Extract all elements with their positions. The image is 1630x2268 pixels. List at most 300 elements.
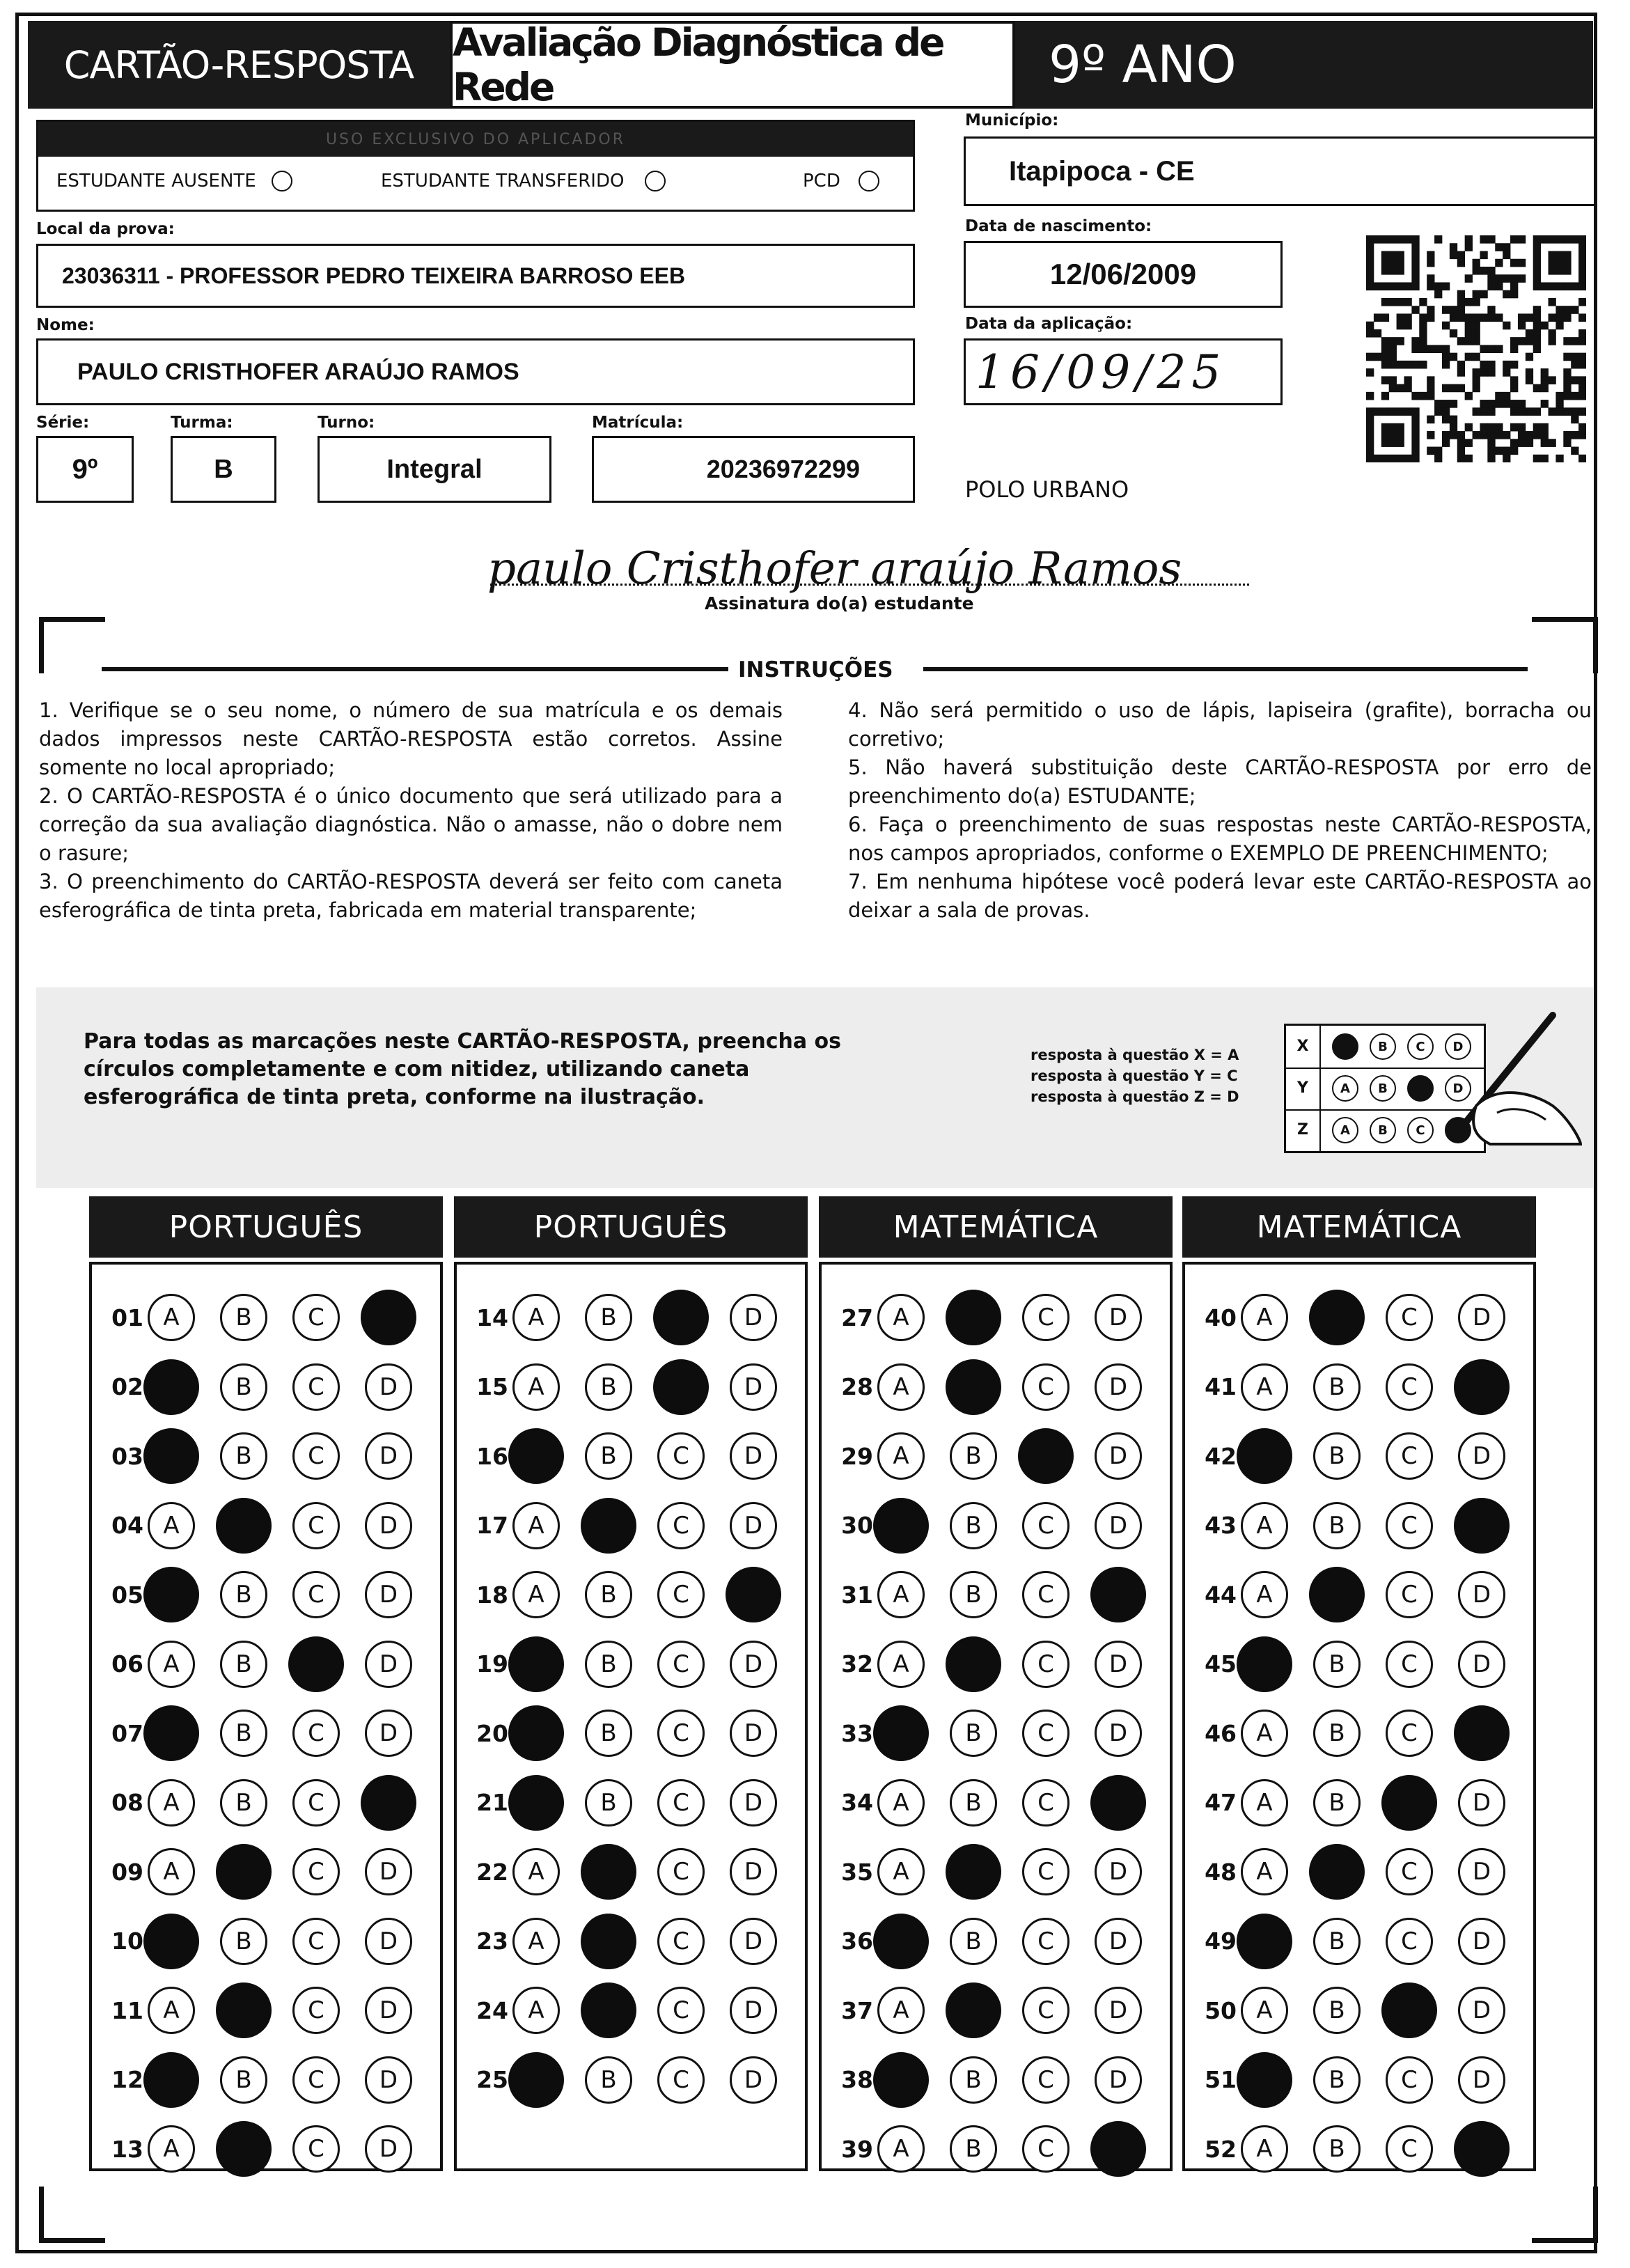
answer-bubble-d[interactable]: D — [730, 1779, 777, 1827]
instruction-5: 5. Não haverá substituição deste CARTÃO-RESPOSTA por erro de preenchimento do(a) ESTUDANTE; — [848, 756, 1592, 808]
answer-bubble-c[interactable]: C — [657, 1502, 705, 1549]
answer-bubble-d[interactable]: D — [1095, 1918, 1142, 1965]
answer-bubble-a[interactable]: A — [148, 1641, 195, 1688]
answer-bubble-c[interactable]: C — [1386, 1918, 1433, 1965]
answer-bubble-d[interactable]: D — [365, 1363, 412, 1411]
answer-bubble-d[interactable]: D — [1458, 1432, 1505, 1480]
answer-bubble-b[interactable]: B — [1313, 1987, 1361, 2034]
answer-bubble-d[interactable]: D — [1095, 1363, 1142, 1411]
question-number: 06 — [111, 1650, 143, 1677]
question-number: 49 — [1205, 1927, 1237, 1955]
answer-bubble-c[interactable]: C — [292, 1918, 340, 1965]
answer-bubble-c[interactable]: C — [292, 1294, 340, 1341]
transferred-circle[interactable] — [645, 171, 666, 191]
answer-bubble-c[interactable] — [1381, 1775, 1437, 1831]
answer-bubble-c[interactable]: C — [1386, 1571, 1433, 1618]
qr-module — [1366, 243, 1374, 251]
answer-bubble-b[interactable] — [1309, 1844, 1365, 1900]
answer-bubble-d[interactable]: D — [730, 1641, 777, 1688]
qr-module — [1555, 392, 1563, 400]
answer-bubble-b[interactable]: B — [585, 1571, 632, 1618]
qr-module — [1411, 447, 1419, 455]
answer-bubble-c[interactable]: C — [1386, 1848, 1433, 1895]
answer-bubble-c[interactable]: C — [1022, 2056, 1069, 2104]
answer-bubble-a[interactable]: A — [512, 1294, 560, 1341]
qr-module — [1450, 416, 1457, 424]
answer-bubble-b[interactable]: B — [1313, 1918, 1361, 1965]
question-row — [830, 1428, 1167, 1484]
question-row — [830, 1844, 1167, 1900]
answer-bubble-d[interactable]: D — [730, 1848, 777, 1895]
answer-bubble-a[interactable]: A — [148, 1779, 195, 1827]
answer-bubble-b[interactable]: B — [950, 1710, 997, 1757]
pcd-circle[interactable] — [859, 171, 879, 191]
answer-bubble-d[interactable] — [1454, 1705, 1510, 1761]
answer-bubble-d[interactable] — [1454, 1498, 1510, 1554]
answer-bubble-a[interactable]: A — [512, 1502, 560, 1549]
qr-module — [1473, 368, 1480, 377]
answer-bubble-c[interactable]: C — [657, 1918, 705, 1965]
matricula-value: 20236972299 — [706, 455, 860, 483]
answer-bubble-b[interactable] — [581, 1844, 636, 1900]
answer-bubble-a[interactable] — [143, 1705, 199, 1761]
answer-bubble-c[interactable]: C — [1386, 2125, 1433, 2173]
answer-bubble-c[interactable] — [653, 1290, 709, 1345]
answer-bubble-c[interactable]: C — [1022, 1571, 1069, 1618]
qr-module — [1578, 298, 1586, 306]
answer-bubble-c[interactable]: C — [292, 1571, 340, 1618]
qr-module — [1533, 306, 1541, 314]
answer-bubble-a[interactable] — [873, 1705, 929, 1761]
answer-bubble-d[interactable]: D — [730, 1294, 777, 1341]
qr-module — [1442, 416, 1450, 424]
answer-bubble-d[interactable]: D — [1458, 1779, 1505, 1827]
qr-module — [1434, 447, 1442, 455]
qr-module — [1473, 329, 1480, 338]
answer-bubble-b[interactable]: B — [220, 1294, 267, 1341]
question-row — [830, 1914, 1167, 1969]
answer-bubble-a[interactable] — [508, 1428, 564, 1484]
qr-module — [1442, 439, 1450, 447]
qr-module — [1480, 368, 1487, 377]
answer-bubble-a[interactable] — [508, 1705, 564, 1761]
answer-bubble-c[interactable]: C — [1022, 2125, 1069, 2173]
qr-module — [1381, 345, 1389, 353]
answer-bubble-c[interactable]: C — [657, 2056, 705, 2104]
qr-module — [1487, 439, 1495, 447]
qr-module — [1578, 455, 1586, 462]
answer-bubble-a[interactable] — [143, 1359, 199, 1415]
answer-bubble-c[interactable] — [1018, 1428, 1074, 1484]
answer-bubble-d[interactable]: D — [365, 1502, 412, 1549]
qr-module — [1533, 282, 1541, 290]
qr-module — [1571, 416, 1578, 424]
answer-bubble-c[interactable]: C — [1022, 1918, 1069, 1965]
answer-bubble-d[interactable]: D — [365, 1571, 412, 1618]
question-number: 18 — [476, 1581, 508, 1609]
answer-bubble-c[interactable]: C — [1386, 1502, 1433, 1549]
qr-module — [1397, 282, 1404, 290]
answer-bubble-d[interactable] — [726, 1567, 781, 1622]
answer-bubble-a[interactable] — [508, 2052, 564, 2108]
answer-bubble-b[interactable] — [216, 2121, 272, 2177]
answer-bubble-b[interactable]: B — [1313, 2125, 1361, 2173]
qr-module — [1366, 329, 1374, 338]
answer-bubble-b[interactable]: B — [950, 2125, 997, 2173]
answer-bubble-c[interactable]: C — [1022, 1987, 1069, 2034]
qr-module — [1473, 298, 1480, 306]
qr-module — [1533, 407, 1541, 416]
answer-bubble-b[interactable]: B — [1313, 1641, 1361, 1688]
qr-module — [1366, 267, 1374, 275]
answer-bubble-a[interactable]: A — [1241, 1987, 1288, 2034]
answer-bubble-d[interactable]: D — [1095, 1641, 1142, 1688]
answer-bubble-a[interactable]: A — [877, 1779, 925, 1827]
answer-bubble-a[interactable]: A — [877, 1848, 925, 1895]
answer-bubble-b[interactable]: B — [950, 1432, 997, 1480]
answer-bubble-b[interactable] — [581, 1982, 636, 2038]
answer-bubble-c[interactable]: C — [1386, 1363, 1433, 1411]
answer-bubble-c[interactable]: C — [1386, 1432, 1433, 1480]
corner-mark-bottom-right — [1532, 2187, 1598, 2243]
answer-bubble-b[interactable]: B — [220, 1363, 267, 1411]
answer-bubble-c[interactable]: C — [1386, 2056, 1433, 2104]
qr-module — [1465, 337, 1473, 345]
qr-module — [1397, 361, 1404, 369]
answer-bubble-d[interactable]: D — [1458, 1848, 1505, 1895]
answer-bubble-b[interactable]: B — [220, 1918, 267, 1965]
answer-bubble-d[interactable]: D — [1458, 1641, 1505, 1688]
answer-bubble-b[interactable]: B — [585, 2056, 632, 2104]
answer-bubble-c[interactable]: C — [292, 1432, 340, 1480]
answer-bubble-b[interactable]: B — [585, 1432, 632, 1480]
instructions-rule-left — [102, 667, 728, 671]
answer-bubble-a[interactable]: A — [148, 1987, 195, 2034]
answer-bubble-c[interactable]: C — [657, 1641, 705, 1688]
answer-bubble-c[interactable]: C — [292, 1848, 340, 1895]
answer-bubble-c[interactable]: C — [292, 2056, 340, 2104]
answer-bubble-d[interactable] — [1454, 1359, 1510, 1415]
answer-bubble-a[interactable] — [143, 2052, 199, 2108]
answer-bubble-d[interactable]: D — [1095, 1294, 1142, 1341]
answer-bubble-b[interactable]: B — [1313, 2056, 1361, 2104]
answer-bubble-b[interactable]: B — [950, 1571, 997, 1618]
answer-bubble-d[interactable]: D — [1458, 1918, 1505, 1965]
answer-bubble-c[interactable]: C — [1022, 1502, 1069, 1549]
answer-bubble-c[interactable]: C — [657, 1571, 705, 1618]
answer-bubble-c[interactable] — [653, 1359, 709, 1415]
qr-module — [1389, 298, 1397, 306]
qr-module — [1457, 447, 1465, 455]
answer-bubble-b[interactable]: B — [220, 1641, 267, 1688]
answer-bubble-d[interactable] — [1090, 1567, 1146, 1622]
answer-bubble-a[interactable]: A — [512, 1848, 560, 1895]
answer-bubble-b[interactable] — [946, 1844, 1001, 1900]
answer-bubble-b[interactable] — [581, 1914, 636, 1969]
answer-bubble-c[interactable]: C — [292, 1779, 340, 1827]
answer-bubble-d[interactable] — [1454, 2121, 1510, 2177]
answer-bubble-c[interactable]: C — [657, 1432, 705, 1480]
absent-option[interactable] — [56, 171, 292, 191]
qr-module — [1427, 282, 1434, 290]
answer-bubble-c[interactable]: C — [292, 1363, 340, 1411]
answer-bubble-d[interactable]: D — [1458, 1571, 1505, 1618]
answer-bubble-a[interactable]: A — [877, 1571, 925, 1618]
answer-bubble-a[interactable]: A — [1241, 2125, 1288, 2173]
answer-bubble-d[interactable] — [361, 1775, 416, 1831]
qr-module — [1510, 400, 1518, 408]
answer-bubble-a[interactable]: A — [877, 2125, 925, 2173]
answer-bubble-d[interactable]: D — [365, 1987, 412, 2034]
answer-bubble-d[interactable]: D — [1095, 1710, 1142, 1757]
answer-bubble-c[interactable]: C — [657, 1779, 705, 1827]
qr-module — [1442, 306, 1450, 314]
answer-bubble-d[interactable]: D — [365, 1848, 412, 1895]
example-legend-z: resposta à questão Z = D — [1030, 1088, 1239, 1105]
answer-bubble-c[interactable]: C — [292, 1710, 340, 1757]
answer-bubble-b[interactable]: B — [950, 1779, 997, 1827]
answer-bubble-b[interactable]: B — [220, 1710, 267, 1757]
birth-value: 12/06/2009 — [1049, 258, 1197, 290]
qr-module — [1411, 392, 1419, 400]
answer-bubble-a[interactable] — [508, 1636, 564, 1692]
transferred-option[interactable] — [381, 171, 666, 191]
qr-module — [1450, 431, 1457, 439]
answer-bubble-a[interactable]: A — [148, 1502, 195, 1549]
qr-module — [1473, 259, 1480, 267]
qr-module — [1473, 353, 1480, 361]
qr-module — [1427, 431, 1434, 439]
answer-bubble-b[interactable] — [1309, 1567, 1365, 1622]
question-number: 11 — [111, 1996, 143, 2024]
answer-bubble-c[interactable] — [288, 1636, 344, 1692]
qr-module — [1533, 423, 1541, 432]
answer-bubble-a[interactable]: A — [512, 1987, 560, 2034]
answer-bubble-d[interactable]: D — [1095, 1432, 1142, 1480]
answer-bubble-c[interactable]: C — [1386, 1294, 1433, 1341]
answer-bubble-a[interactable]: A — [877, 1294, 925, 1341]
answer-bubble-d[interactable]: D — [1095, 1987, 1142, 2034]
answer-bubble-c[interactable]: C — [292, 1987, 340, 2034]
answer-bubble-d[interactable]: D — [1095, 1848, 1142, 1895]
answer-bubble-a[interactable]: A — [148, 2125, 195, 2173]
answer-bubble-b[interactable]: B — [585, 1363, 632, 1411]
answer-bubble-c[interactable]: C — [657, 1710, 705, 1757]
answer-bubble-d[interactable]: D — [1458, 2056, 1505, 2104]
answer-bubble-b[interactable]: B — [585, 1710, 632, 1757]
answer-bubble-a[interactable] — [1237, 2052, 1292, 2108]
answer-bubble-b[interactable] — [1309, 1290, 1365, 1345]
answer-bubble-a[interactable]: A — [1241, 1294, 1288, 1341]
qr-module — [1563, 282, 1571, 290]
answer-bubble-a[interactable]: A — [1241, 1848, 1288, 1895]
answer-bubble-b[interactable]: B — [1313, 1363, 1361, 1411]
answer-bubble-a[interactable]: A — [1241, 1779, 1288, 1827]
answer-bubble-d[interactable] — [1090, 2121, 1146, 2177]
answer-bubble-b[interactable]: B — [1313, 1779, 1361, 1827]
column-header-1: PORTUGUÊS — [89, 1196, 443, 1258]
qr-module — [1389, 431, 1397, 439]
answer-bubble-d[interactable]: D — [730, 1987, 777, 2034]
answer-bubble-a[interactable]: A — [148, 1848, 195, 1895]
answer-bubble-d[interactable]: D — [730, 1363, 777, 1411]
answer-bubble-a[interactable]: A — [512, 1363, 560, 1411]
answer-bubble-a[interactable] — [873, 1498, 929, 1554]
answer-bubble-c[interactable]: C — [1386, 1641, 1433, 1688]
answer-bubble-b[interactable] — [581, 1498, 636, 1554]
instruction-6: 6. Faça o preenchimento de suas respostas neste CARTÃO-RESPOSTA, nos campos apropriados, conforme o EXEMPLO DE PREENCHIMENTO; — [848, 813, 1592, 865]
answer-bubble-b[interactable]: B — [585, 1779, 632, 1827]
answer-bubble-a[interactable] — [143, 1567, 199, 1622]
answer-bubble-d[interactable]: D — [365, 2056, 412, 2104]
answer-bubble-c[interactable]: C — [657, 1848, 705, 1895]
answer-bubble-b[interactable]: B — [1313, 1502, 1361, 1549]
qr-module — [1473, 407, 1480, 416]
answer-bubble-d[interactable]: D — [730, 1432, 777, 1480]
answer-bubble-a[interactable] — [1237, 1914, 1292, 1969]
answer-bubble-c[interactable]: C — [292, 2125, 340, 2173]
qr-module — [1495, 259, 1503, 267]
qr-module — [1450, 243, 1457, 251]
answer-bubble-b[interactable]: B — [950, 2056, 997, 2104]
answer-bubble-b[interactable] — [216, 1844, 272, 1900]
qr-module — [1563, 259, 1571, 267]
qr-module — [1487, 267, 1495, 275]
qr-module — [1457, 251, 1465, 259]
answer-bubble-c[interactable]: C — [1022, 1363, 1069, 1411]
answer-bubble-a[interactable] — [873, 2052, 929, 2108]
qr-module — [1389, 259, 1397, 267]
answer-bubble-b[interactable]: B — [585, 1641, 632, 1688]
answer-bubble-d[interactable]: D — [365, 1432, 412, 1480]
pcd-option[interactable] — [803, 171, 879, 191]
answer-bubble-d[interactable]: D — [1458, 1294, 1505, 1341]
absent-circle[interactable] — [272, 171, 292, 191]
answer-bubble-b[interactable]: B — [220, 1571, 267, 1618]
qr-module — [1487, 400, 1495, 408]
answer-bubble-a[interactable] — [143, 1428, 199, 1484]
question-number: 14 — [476, 1304, 508, 1331]
example-question-label: Y — [1286, 1067, 1321, 1109]
answer-bubble-b[interactable]: B — [950, 1502, 997, 1549]
qr-module — [1397, 455, 1404, 462]
answer-bubble-a[interactable] — [508, 1775, 564, 1831]
answer-bubble-b[interactable] — [216, 1982, 272, 2038]
answer-bubble-d[interactable]: D — [730, 2056, 777, 2104]
answer-bubble-d[interactable]: D — [1095, 2056, 1142, 2104]
answer-bubble-b[interactable] — [946, 1636, 1001, 1692]
answer-bubble-d[interactable]: D — [1095, 1502, 1142, 1549]
answer-bubble-d[interactable]: D — [365, 1710, 412, 1757]
answer-bubble-a[interactable]: A — [512, 1571, 560, 1618]
qr-module — [1555, 259, 1563, 267]
qr-module — [1419, 298, 1427, 306]
answer-bubble-a[interactable]: A — [512, 1918, 560, 1965]
answer-bubble-a[interactable]: A — [877, 1987, 925, 2034]
answer-bubble-d[interactable]: D — [730, 1710, 777, 1757]
answer-bubble-b[interactable]: B — [1313, 1432, 1361, 1480]
answer-bubble-a[interactable] — [143, 1914, 199, 1969]
answer-bubble-a[interactable]: A — [1241, 1710, 1288, 1757]
answer-bubble-a[interactable]: A — [877, 1432, 925, 1480]
qr-module — [1389, 251, 1397, 259]
answer-bubble-d[interactable]: D — [1458, 1987, 1505, 2034]
answer-bubble-c[interactable]: C — [1022, 1848, 1069, 1895]
qr-module — [1495, 447, 1503, 455]
answer-bubble-a[interactable]: A — [1241, 1363, 1288, 1411]
answer-bubble-c[interactable]: C — [1022, 1779, 1069, 1827]
qr-module — [1533, 313, 1541, 322]
question-number: 17 — [476, 1512, 508, 1539]
qr-module — [1526, 376, 1533, 384]
answer-bubble-a[interactable]: A — [877, 1363, 925, 1411]
qr-module — [1366, 416, 1374, 424]
answer-bubble-b[interactable]: B — [220, 1432, 267, 1480]
answer-bubble-c[interactable]: C — [1386, 1710, 1433, 1757]
answer-bubble-d[interactable]: D — [365, 1641, 412, 1688]
answer-bubble-d[interactable]: D — [365, 1918, 412, 1965]
answer-bubble-c[interactable]: C — [1022, 1641, 1069, 1688]
question-number: 39 — [841, 2135, 873, 2163]
answer-bubble-a[interactable]: A — [1241, 1571, 1288, 1618]
answer-bubble-a[interactable] — [873, 1914, 929, 1969]
answer-bubble-b[interactable]: B — [950, 1918, 997, 1965]
example-legend-x: resposta à questão X = A — [1030, 1047, 1239, 1063]
answer-bubble-d[interactable] — [1090, 1775, 1146, 1831]
answer-bubble-d[interactable]: D — [730, 1918, 777, 1965]
answer-bubble-b[interactable] — [946, 1982, 1001, 2038]
example-bubble-b: B — [1370, 1033, 1396, 1060]
qr-module — [1434, 345, 1442, 353]
answer-bubble-a[interactable] — [1237, 1428, 1292, 1484]
qr-module — [1549, 329, 1556, 338]
answer-bubble-a[interactable] — [1237, 1636, 1292, 1692]
question-row — [1193, 1982, 1530, 2038]
qr-module — [1404, 313, 1411, 322]
answer-bubble-d[interactable]: D — [365, 2125, 412, 2173]
answer-bubble-a[interactable]: A — [1241, 1502, 1288, 1549]
qr-module — [1549, 298, 1556, 306]
answer-bubble-b[interactable]: B — [585, 1294, 632, 1341]
answer-bubble-b[interactable]: B — [1313, 1710, 1361, 1757]
answer-bubble-b[interactable] — [216, 1498, 272, 1554]
qr-module — [1381, 251, 1389, 259]
answer-bubble-b[interactable] — [946, 1290, 1001, 1345]
answer-bubble-b[interactable]: B — [220, 2056, 267, 2104]
answer-bubble-c[interactable]: C — [292, 1502, 340, 1549]
question-row — [830, 2121, 1167, 2177]
qr-module — [1374, 455, 1381, 462]
answer-bubble-c[interactable]: C — [1022, 1294, 1069, 1341]
answer-bubble-c[interactable] — [1381, 1982, 1437, 2038]
answer-bubble-a[interactable]: A — [877, 1641, 925, 1688]
answer-bubble-a[interactable]: A — [148, 1294, 195, 1341]
qr-module — [1480, 251, 1487, 259]
answer-bubble-c[interactable]: C — [1022, 1710, 1069, 1757]
answer-bubble-d[interactable] — [361, 1290, 416, 1345]
answer-bubble-b[interactable]: B — [220, 1779, 267, 1827]
qr-module — [1480, 431, 1487, 439]
header-exam-title-box — [450, 21, 1015, 109]
answer-bubble-b[interactable] — [946, 1359, 1001, 1415]
qr-module — [1374, 313, 1381, 322]
qr-module — [1366, 423, 1374, 432]
qr-module — [1434, 400, 1442, 408]
qr-module — [1578, 251, 1586, 259]
answer-bubble-c[interactable]: C — [657, 1987, 705, 2034]
answer-bubble-d[interactable]: D — [730, 1502, 777, 1549]
qr-module — [1389, 337, 1397, 345]
